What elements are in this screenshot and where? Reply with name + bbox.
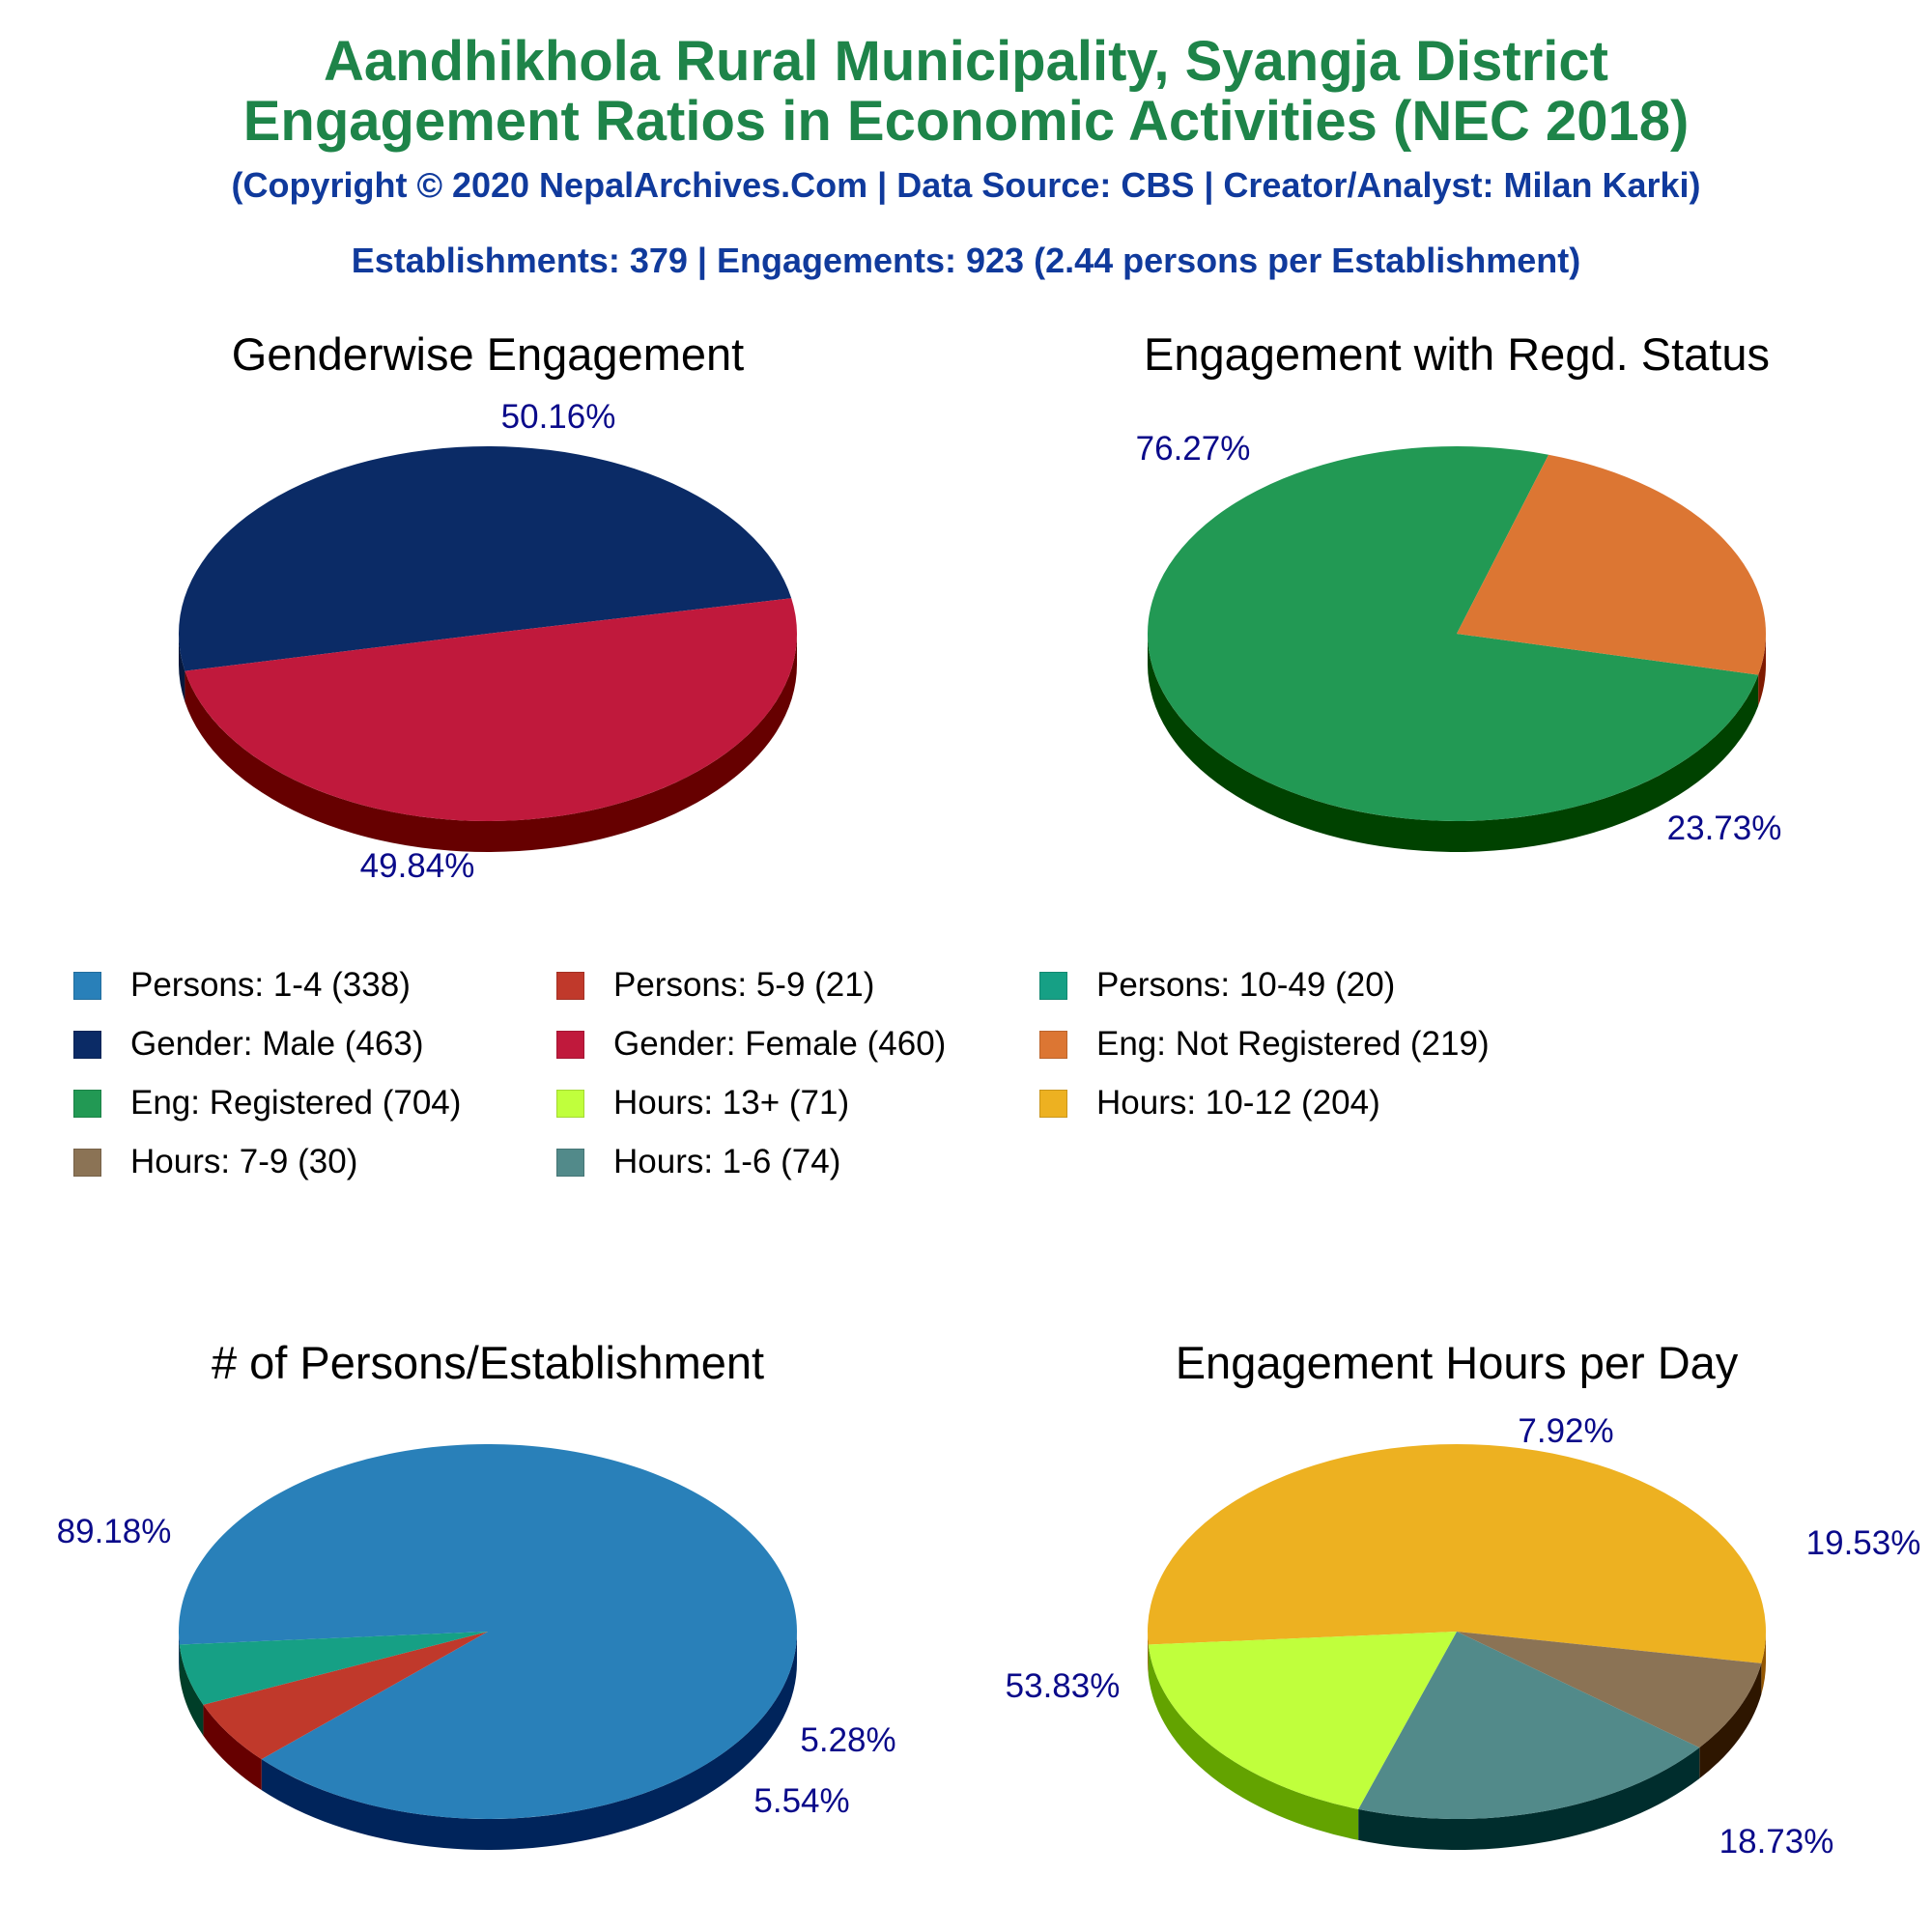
slice-label: 76.27% [1135, 430, 1251, 468]
legend-item [73, 964, 411, 1007]
legend-swatch [1039, 972, 1067, 1000]
legend-item [556, 964, 874, 1007]
page-title: Aandhikhola Rural Municipality, Syangja District [324, 30, 1608, 93]
slice-label: 89.18% [56, 1513, 172, 1550]
legend-swatch [1039, 1031, 1067, 1059]
legend-item [73, 1023, 423, 1065]
legend-swatch [73, 1149, 101, 1177]
legend-label: Gender: Female (460) [613, 1025, 947, 1063]
legend-item [556, 1141, 840, 1183]
chart-title: Engagement Hours per Day [1175, 1337, 1739, 1388]
slice-label: 7.92% [1518, 1412, 1614, 1450]
legend-swatch [73, 1090, 101, 1118]
chart-title: Engagement with Regd. Status [1144, 328, 1770, 380]
slice-label: 5.54% [753, 1782, 850, 1820]
summary-line: Establishments: 379 | Engagements: 923 (2.44 persons per Establishment) [351, 241, 1581, 280]
chart-title: # of Persons/Establishment [211, 1337, 765, 1388]
pie-chart [1136, 328, 1782, 852]
legend-label: Hours: 7-9 (30) [130, 1143, 358, 1180]
legend-swatch [1039, 1090, 1067, 1118]
pie-slice [1148, 1444, 1766, 1663]
copyright-line: (Copyright © 2020 NepalArchives.Com | Data Source: CBS | Creator/Analyst: Milan Karki) [231, 165, 1701, 205]
legend-item [1039, 1023, 1490, 1065]
legend-label: Hours: 13+ (71) [613, 1084, 850, 1122]
pie-chart [179, 328, 797, 885]
slice-label: 53.83% [1005, 1667, 1121, 1705]
legend-label: Hours: 10-12 (204) [1096, 1084, 1380, 1122]
page-subtitle: Engagement Ratios in Economic Activities (NEC 2018) [242, 90, 1690, 153]
legend-swatch [556, 972, 584, 1000]
legend-item [73, 1082, 461, 1124]
slice-label: 50.16% [500, 398, 616, 436]
legend-item [556, 1082, 849, 1124]
slice-label: 49.84% [359, 847, 475, 885]
legend-item [73, 1141, 357, 1183]
legend-item [556, 1023, 946, 1065]
legend-swatch [73, 972, 101, 1000]
slice-label: 23.73% [1666, 810, 1782, 847]
legend-label: Eng: Not Registered (219) [1096, 1025, 1490, 1063]
legend-swatch [556, 1090, 584, 1118]
slice-label: 19.53% [1805, 1524, 1921, 1562]
chart-title: Genderwise Engagement [231, 328, 745, 380]
legend-item [1039, 1082, 1380, 1124]
legend-item [1039, 964, 1395, 1007]
legend-label: Eng: Registered (704) [130, 1084, 462, 1122]
legend-label: Persons: 1-4 (338) [130, 966, 411, 1004]
slice-label: 18.73% [1719, 1823, 1834, 1861]
legend-swatch [73, 1031, 101, 1059]
legend-swatch [556, 1031, 584, 1059]
legend-label: Gender: Male (463) [130, 1025, 424, 1063]
pie-chart [1006, 1337, 1921, 1861]
legend-swatch [556, 1149, 584, 1177]
legend-label: Persons: 10-49 (20) [1096, 966, 1396, 1004]
slice-label: 5.28% [800, 1721, 896, 1759]
legend-label: Persons: 5-9 (21) [613, 966, 875, 1004]
pie-chart [57, 1337, 896, 1850]
legend-label: Hours: 1-6 (74) [613, 1143, 841, 1180]
